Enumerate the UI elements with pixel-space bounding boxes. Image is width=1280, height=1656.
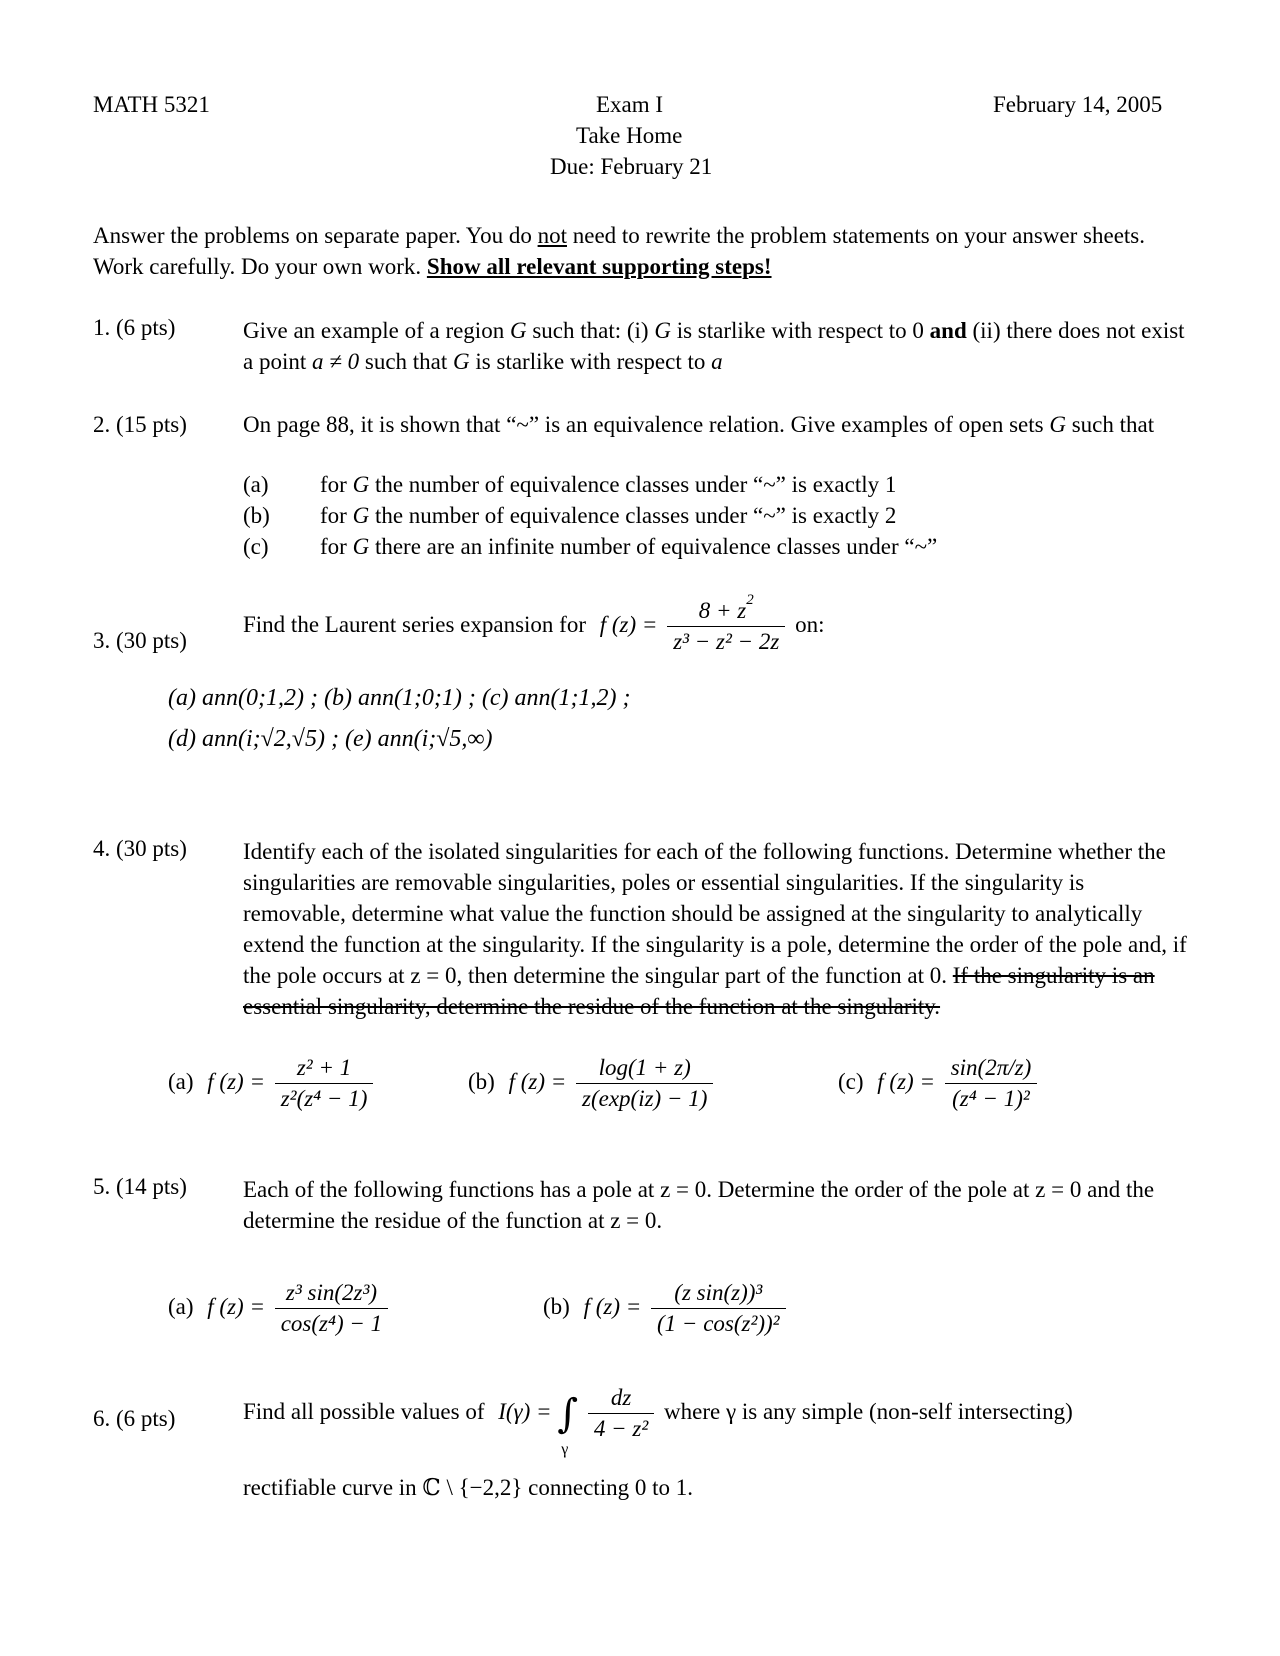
p6-integral-sign: ∫ xyxy=(557,1390,579,1437)
p4-a-fraction xyxy=(275,1055,374,1112)
p6-text: Find all possible values of xyxy=(243,1398,485,1424)
p3-denominator: z³ − z² − 2z xyxy=(673,629,780,654)
p4-b-lhs: f (z) = xyxy=(508,1068,567,1094)
p5-b-lhs: f (z) = xyxy=(583,1293,642,1319)
p2-b-g: G xyxy=(352,503,370,528)
p5-b-num: (z sin(z))³ xyxy=(651,1280,786,1309)
problem-6-label: 6. (6 pts) xyxy=(93,1406,176,1431)
p3-num-text: 8 + z xyxy=(698,598,747,623)
p5-b-fraction xyxy=(651,1280,786,1337)
problem-6-formula xyxy=(243,1385,1073,1458)
p2-c-pre: for xyxy=(320,534,353,559)
p4-c-fraction xyxy=(945,1055,1038,1112)
p2-item-b xyxy=(320,503,896,529)
p3-text: Find the Laurent series expansion for xyxy=(243,611,586,637)
p4-a-num: z² + 1 xyxy=(275,1055,374,1084)
p2-c-post: there are an infinite number of equivalence classes under “~” xyxy=(369,534,938,559)
p5-a-den: cos(z⁴) − 1 xyxy=(280,1311,383,1336)
p2-a-pre: for xyxy=(320,472,353,497)
p2-text-end: such that xyxy=(1065,412,1155,437)
not-emphasis: not xyxy=(537,223,567,248)
p6-integral xyxy=(557,1390,579,1458)
p4-a-lhs: f (z) = xyxy=(207,1068,265,1094)
p4-b-label: (b) xyxy=(468,1068,495,1094)
p1-text-f: is starlike with respect to xyxy=(469,349,712,374)
instructions-text-2: need to rewrite the problem statements on your answer sheets. Work carefully. Do your own work. xyxy=(93,223,1146,279)
p2-b-pre: for xyxy=(320,503,353,528)
problem-5-label: 5. (14 pts) xyxy=(93,1174,187,1199)
p4-text: Identify each of the isolated singularities for each of the following functions. Determine whether the singularities are removable singularities, poles or essential singularities. If the singularity is removable, determine what value the function should be assigned at the singularity to analytically extend the function at the singularity. If the singularity is a pole, determine the order of the pole and, if the pole occurs at z = 0, then determine the singular part of the function at 0. xyxy=(243,839,1187,988)
p4-c xyxy=(838,1055,1041,1112)
problem-4-label: 4. (30 pts) xyxy=(93,836,187,861)
p4-c-label: (c) xyxy=(838,1068,864,1094)
p1-a-neq: a ≠ 0 xyxy=(312,349,360,374)
p6-fraction xyxy=(588,1385,654,1442)
p4-c-num: sin(2π/z) xyxy=(945,1055,1038,1084)
p3-numerator xyxy=(667,592,785,627)
p2-c-g: G xyxy=(352,534,370,559)
p1-g: G xyxy=(509,318,527,343)
p5-a-lhs: f (z) = xyxy=(207,1293,265,1319)
p4-b-num: log(1 + z) xyxy=(576,1055,713,1084)
problem-3-formula xyxy=(243,592,825,655)
p2-item-a-label: (a) xyxy=(243,472,269,497)
problem-1-text xyxy=(243,315,1188,377)
exam-title: Exam I xyxy=(596,92,664,117)
p4-struck-text: If the singularity is an essential singularity, determine the residue of the function at the singularity. xyxy=(243,963,1155,1019)
problem-5-text: Each of the following functions has a pole at z = 0. Determine the order of the pole at z = 0 and the determine the residue of the function at z = 0. xyxy=(243,1177,1155,1233)
p4-a xyxy=(168,1055,377,1112)
problem-2-label: 2. (15 pts) xyxy=(93,412,187,437)
p1-text-a: Give an example of a region xyxy=(243,318,510,343)
course-code: MATH 5321 xyxy=(93,92,210,117)
instructions-text-1: Answer the problems on separate paper. You do xyxy=(93,223,538,248)
p2-b-post: the number of equivalence classes under “~” is exactly 2 xyxy=(369,503,897,528)
p6-lhs: I(γ) = xyxy=(498,1398,552,1424)
p2-a-g: G xyxy=(352,472,370,497)
p6-integral-sub: γ xyxy=(561,1440,569,1458)
p4-c-den: (z⁴ − 1)² xyxy=(952,1086,1030,1111)
p1-and: and xyxy=(929,318,967,343)
problem-3-label: 3. (30 pts) xyxy=(93,628,187,653)
p3-f-lhs: f (z) = xyxy=(599,611,658,637)
p5-a-fraction xyxy=(275,1280,388,1337)
p2-text: On page 88, it is shown that “~” is an equivalence relation. Give examples of open sets xyxy=(243,412,1050,437)
p5-a xyxy=(168,1280,392,1337)
p5-a-label: (a) xyxy=(168,1293,194,1319)
p6-text-b: where γ is any simple (non-self intersecting) xyxy=(664,1398,1073,1424)
exam-date: February 14, 2005 xyxy=(993,92,1163,117)
instructions-emphasis: Show all relevant supporting steps! xyxy=(426,254,772,279)
p4-c-lhs: f (z) = xyxy=(877,1068,935,1094)
p6-line-2: rectifiable curve in ℂ \ {−2,2} connecting 0 to 1. xyxy=(243,1475,693,1500)
p1-g2: G xyxy=(654,318,671,343)
instructions xyxy=(93,220,1183,282)
p4-b xyxy=(468,1055,717,1112)
p1-text-b: such that: (i) xyxy=(526,318,655,343)
problem-1-label: 1. (6 pts) xyxy=(93,315,176,340)
p2-a-post: the number of equivalence classes under “~” is exactly 1 xyxy=(369,472,897,497)
p6-den: 4 − z² xyxy=(593,1416,649,1441)
p3-num-sup: 2 xyxy=(746,592,754,608)
p2-item-c xyxy=(320,534,937,560)
p4-a-label: (a) xyxy=(168,1068,194,1094)
p2-g: G xyxy=(1049,412,1066,437)
due-date: Due: February 21 xyxy=(550,154,713,179)
p4-b-fraction xyxy=(576,1055,713,1112)
p2-item-a xyxy=(320,472,896,498)
p5-b-label: (b) xyxy=(543,1293,570,1319)
p1-text-c: is starlike with respect to 0 xyxy=(670,318,930,343)
p3-annuli-line-1: (a) ann(0;1,2) ; (b) ann(1;0;1) ; (c) ann(1;1,2) ; xyxy=(168,685,631,711)
p4-b-den: z(exp(iz) − 1) xyxy=(582,1086,708,1111)
problem-4-text xyxy=(243,836,1191,1022)
p3-on: on: xyxy=(795,611,825,637)
p4-a-den: z²(z⁴ − 1) xyxy=(280,1086,368,1111)
p5-b xyxy=(543,1280,790,1337)
p1-a: a xyxy=(711,349,723,374)
p5-a-num: z³ sin(2z³) xyxy=(275,1280,388,1309)
p1-text-d: (ii) there does not exist a point xyxy=(243,318,1185,374)
p2-item-b-label: (b) xyxy=(243,503,270,528)
p6-num: dz xyxy=(588,1385,654,1414)
p2-item-c-label: (c) xyxy=(243,534,269,559)
p1-text-e: such that xyxy=(359,349,454,374)
p5-b-den: (1 − cos(z²))² xyxy=(657,1311,780,1336)
p3-annuli-line-2: (d) ann(i;√2,√5) ; (e) ann(i;√5,∞) xyxy=(168,726,493,752)
p3-fraction xyxy=(667,592,785,655)
p1-g3: G xyxy=(453,349,470,374)
problem-2-text xyxy=(243,412,1154,438)
exam-subtitle: Take Home xyxy=(576,123,683,148)
